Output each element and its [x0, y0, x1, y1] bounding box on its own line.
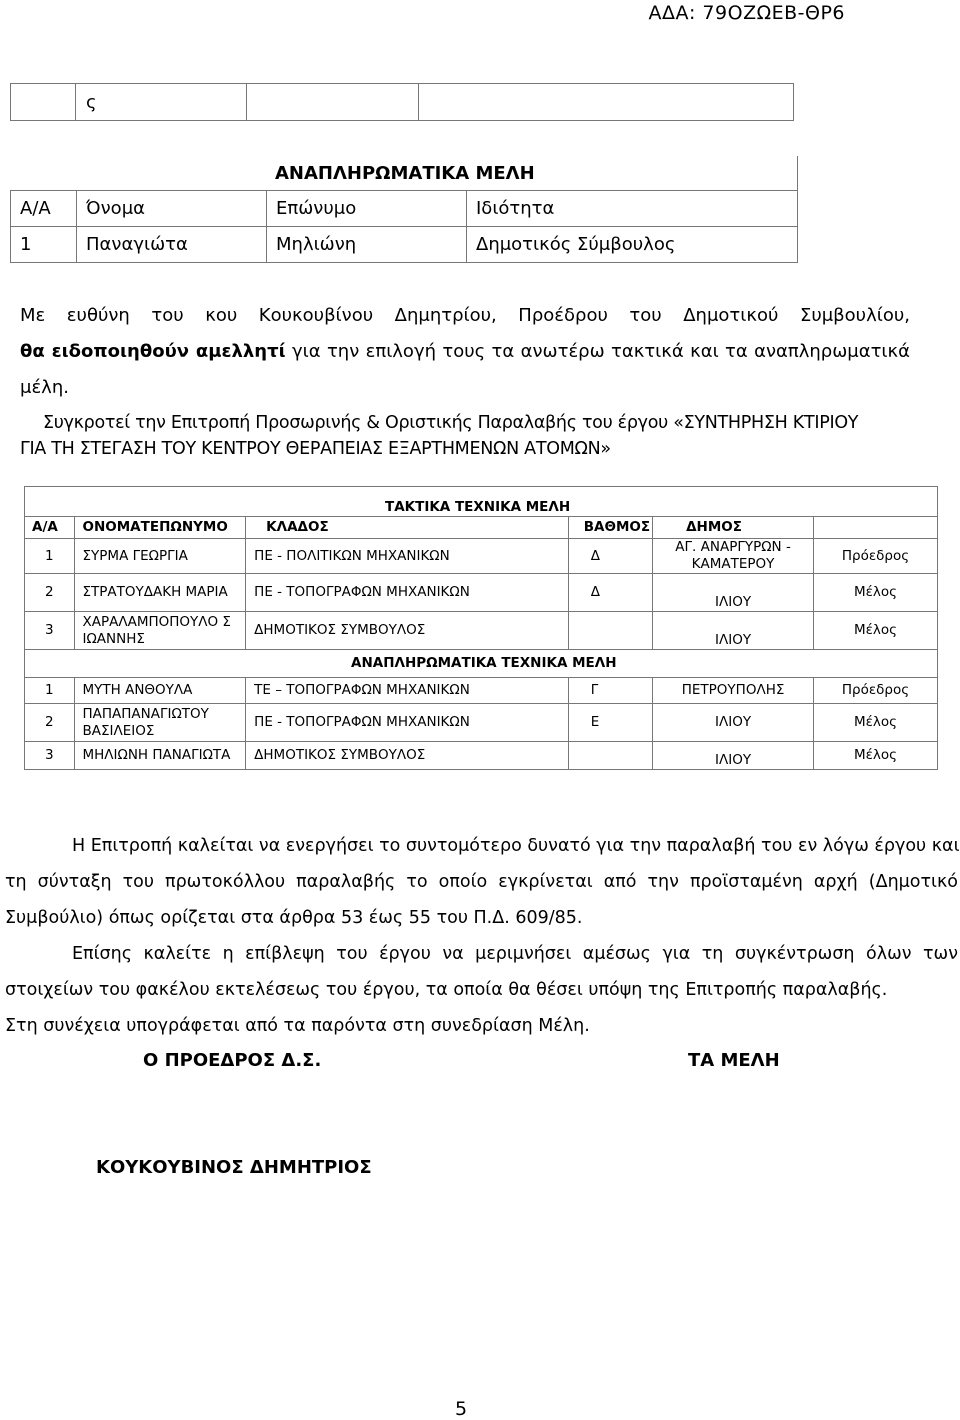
- top-cell-1: [11, 84, 76, 121]
- th-municipality: ΔΗΜΟΣ: [653, 517, 814, 539]
- r3-role: Μέλος: [814, 612, 938, 650]
- signature-president-title: Ο ΠΡΟΕΔΡΟΣ Δ.Σ.: [143, 1050, 322, 1071]
- r3-grade: [568, 612, 652, 650]
- th-aa: Α/Α: [25, 517, 75, 539]
- a3-role: Μέλος: [814, 742, 938, 770]
- a1-aa: 1: [25, 678, 75, 704]
- r1-role: Πρόεδρος: [814, 539, 938, 574]
- a2-name: ΠΑΠΑΠΑΝΑΓΙΩΤΟΥ ΒΑΣΙΛΕΙΟΣ: [74, 704, 246, 742]
- a3-name: ΜΗΛΙΩΝΗ ΠΑΝΑΓΙΩΤΑ: [74, 742, 246, 770]
- tech-alt-title: ΑΝΑΠΛΗΡΩΜΑΤΙΚΑ ΤΕΧΝΙΚΑ ΜΕΛΗ: [25, 650, 938, 678]
- top-cell-2: ς: [76, 84, 247, 121]
- r3-aa: 3: [25, 612, 75, 650]
- ada-code: ΑΔΑ: 79ΟΖΩΕΒ-ΘΡ6: [648, 2, 845, 24]
- a2-aa: 2: [25, 704, 75, 742]
- tech-members-table: [24, 486, 938, 770]
- para1-line2: [20, 334, 910, 370]
- para3-line1: Η Επιτροπή καλείται να ενεργήσει το συντομότερο δυνατό για την παραλαβή του εν λόγω έργου και: [72, 836, 960, 856]
- r1-grade: Δ: [568, 539, 652, 574]
- para4-line3: Στη συνέχεια υπογράφεται από τα παρόντα στη συνεδρίαση Μέλη.: [5, 1016, 590, 1036]
- tech-title: ΤΑΚΤΙΚΑ ΤΕΧΝΙΚΑ ΜΕΛΗ: [25, 487, 938, 517]
- a3-municipality: ΙΛΙΟΥ: [653, 742, 814, 770]
- th-branch: ΚΛΑΔΟΣ: [246, 517, 569, 539]
- a2-grade: Ε: [568, 704, 652, 742]
- r2-name: ΣΤΡΑΤΟΥΔΑΚΗ ΜΑΡΙΑ: [74, 574, 246, 612]
- r2-role: Μέλος: [814, 574, 938, 612]
- col-name: Όνομα: [77, 191, 267, 227]
- r3-branch: ΔΗΜΟΤΙΚΟΣ ΣΥΜΒΟΥΛΟΣ: [246, 612, 569, 650]
- para4-line1: Επίσης καλείτε η επίβλεψη του έργου να μεριμνήσει αμέσως για τη συγκέντρωση όλων των: [72, 944, 958, 964]
- a1-branch: ΤΕ – ΤΟΠΟΓΡΑΦΩΝ ΜΗΧΑΝΙΚΩΝ: [246, 678, 569, 704]
- top-table: [10, 83, 794, 121]
- th-empty: [814, 517, 938, 539]
- alt-members-table: [10, 156, 798, 263]
- col-aa: Α/Α: [11, 191, 77, 227]
- alt-members-title: ΑΝΑΠΛΗΡΩΜΑΤΙΚΑ ΜΕΛΗ: [11, 157, 798, 191]
- para3-line2: τη σύνταξη του πρωτοκόλλου παραλαβής το οποίο εγκρίνεται από την προϊσταμένη αρχή (Δημοτικό: [5, 872, 958, 892]
- para2-line2: ΓΙΑ ΤΗ ΣΤΕΓΑΣΗ ΤΟΥ ΚΕΝΤΡΟΥ ΘΕΡΑΠΕΙΑΣ ΕΞΑΡΤΗΜΕΝΩΝ ΑΤΟΜΩΝ»: [20, 439, 611, 459]
- a3-grade: [568, 742, 652, 770]
- a3-branch: ΔΗΜΟΤΙΚΟΣ ΣΥΜΒΟΥΛΟΣ: [246, 742, 569, 770]
- para2-line1: Συγκροτεί την Επιτροπή Προσωρινής & Οριστικής Παραλαβής του έργου «ΣΥΝΤΗΡΗΣΗ ΚΤΙΡΙΟΥ: [43, 413, 859, 433]
- row-surname: Μηλιώνη: [267, 227, 467, 263]
- para4-line2: στοιχείων του φακέλου εκτελέσεως του έργου, τα οποία θα θέσει υπόψη της Επιτροπής παραλαβής.: [5, 980, 888, 1000]
- r2-grade: Δ: [568, 574, 652, 612]
- r1-aa: 1: [25, 539, 75, 574]
- th-name: ΟΝΟΜΑΤΕΠΩΝΥΜΟ: [74, 517, 246, 539]
- a1-role: Πρόεδρος: [814, 678, 938, 704]
- r3-municipality: ΙΛΙΟΥ: [653, 612, 814, 650]
- th-grade: ΒΑΘΜΟΣ: [568, 517, 652, 539]
- row-role: Δημοτικός Σύμβουλος: [467, 227, 798, 263]
- r2-aa: 2: [25, 574, 75, 612]
- row-aa: 1: [11, 227, 77, 263]
- para3-line3: Συμβούλιο) όπως ορίζεται στα άρθρα 53 έως 55 του Π.Δ. 609/85.: [5, 908, 583, 928]
- para1-rest: για την επιλογή τους τα ανωτέρω τακτικά και τα αναπληρωματικά: [292, 341, 910, 362]
- signature-members-title: ΤΑ ΜΕΛΗ: [688, 1050, 780, 1071]
- signature-president-name: ΚΟΥΚΟΥΒΙΝΟΣ ΔΗΜΗΤΡΙΟΣ: [96, 1157, 372, 1178]
- top-cell-3: [247, 84, 419, 121]
- r1-name: ΣΥΡΜΑ ΓΕΩΡΓΙΑ: [74, 539, 246, 574]
- a2-branch: ΠΕ - ΤΟΠΟΓΡΑΦΩΝ ΜΗΧΑΝΙΚΩΝ: [246, 704, 569, 742]
- para1-bold: θα ειδοποιηθούν αμελλητί: [20, 341, 286, 362]
- para1-line1: Με ευθύνη του κου Κουκουβίνου Δημητρίου, Προέδρου του Δημοτικού Συμβουλίου,: [20, 305, 910, 326]
- r3-name: ΧΑΡΑΛΑΜΠΟΠΟΥΛΟ Σ ΙΩΑΝΝΗΣ: [74, 612, 246, 650]
- a2-role: Μέλος: [814, 704, 938, 742]
- col-role: Ιδιότητα: [467, 191, 798, 227]
- r2-municipality: ΙΛΙΟΥ: [653, 574, 814, 612]
- a2-municipality: ΙΛΙΟΥ: [653, 704, 814, 742]
- a1-grade: Γ: [568, 678, 652, 704]
- a1-municipality: ΠΕΤΡΟΥΠΟΛΗΣ: [653, 678, 814, 704]
- row-name: Παναγιώτα: [77, 227, 267, 263]
- col-surname: Επώνυμο: [267, 191, 467, 227]
- page-number: 5: [455, 1398, 468, 1420]
- r1-branch: ΠΕ - ΠΟΛΙΤΙΚΩΝ ΜΗΧΑΝΙΚΩΝ: [246, 539, 569, 574]
- top-cell-4: [419, 84, 794, 121]
- r2-branch: ΠΕ - ΤΟΠΟΓΡΑΦΩΝ ΜΗΧΑΝΙΚΩΝ: [246, 574, 569, 612]
- a1-name: ΜΥΤΗ ΑΝΘΟΥΛΑ: [74, 678, 246, 704]
- a3-aa: 3: [25, 742, 75, 770]
- r1-municipality: ΑΓ. ΑΝΑΡΓΥΡΩΝ - ΚΑΜΑΤΕΡΟΥ: [653, 539, 814, 574]
- para1-line3: μέλη.: [20, 377, 69, 398]
